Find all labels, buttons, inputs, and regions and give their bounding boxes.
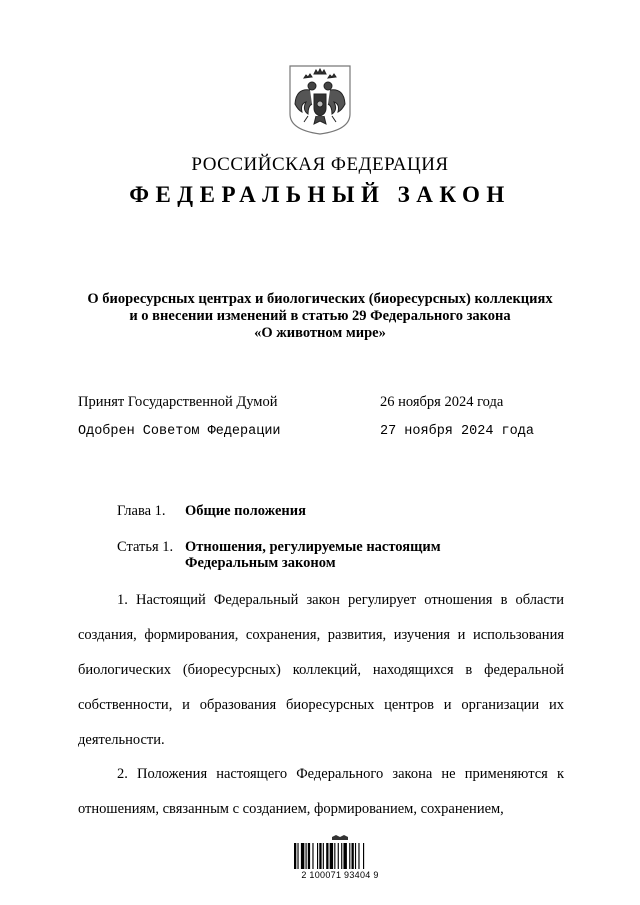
paragraph [78, 757, 564, 827]
chapter-number: Глава 1. [117, 503, 166, 519]
coat-of-arms-icon [288, 64, 352, 136]
paragraph [78, 583, 564, 758]
chapter-title: Общие положения [185, 503, 306, 519]
article-number: Статья 1. [117, 539, 174, 555]
law-title-line: «О животном мире» [254, 325, 386, 341]
article-title [185, 539, 485, 571]
article-title-line: Федеральным законом [185, 555, 336, 571]
paragraph-text: 1. Настоящий Федеральный закон регулирует отношения в области создания, формирования, сохранения, развития, изучения и использования биологических (биоресурсных) коллекций, находящихся в федеральной собственности, и образования биоресурсных центров и организации их деятельности. [78, 592, 564, 748]
law-title-line: и о внесении изменений в статью 29 Федерального закона [129, 308, 511, 324]
duma-adoption-date: 26 ноября 2024 года [380, 394, 504, 410]
document-type-heading: ФЕДЕРАЛЬНЫЙ ЗАКОН [129, 182, 511, 207]
law-title-line: О биоресурсных центрах и биологических (биоресурсных) коллекциях [87, 291, 553, 307]
council-approval-label: Одобрен Советом Федерации [78, 424, 281, 439]
council-approval-date: 27 ноября 2024 года [380, 424, 534, 439]
paragraph-text: 2. Положения настоящего Федерального закона не применяются к отношениям, связанным с созданием, формированием, сохранением, [78, 766, 564, 817]
article-title-line: Отношения, регулируемые настоящим [185, 539, 441, 555]
law-title [40, 291, 600, 342]
duma-adoption-label: Принят Государственной Думой [78, 394, 278, 410]
country-heading: РОССИЙСКАЯ ФЕДЕРАЦИЯ [191, 154, 449, 175]
barcode-number: 2 100071 93404 9 [301, 870, 379, 880]
